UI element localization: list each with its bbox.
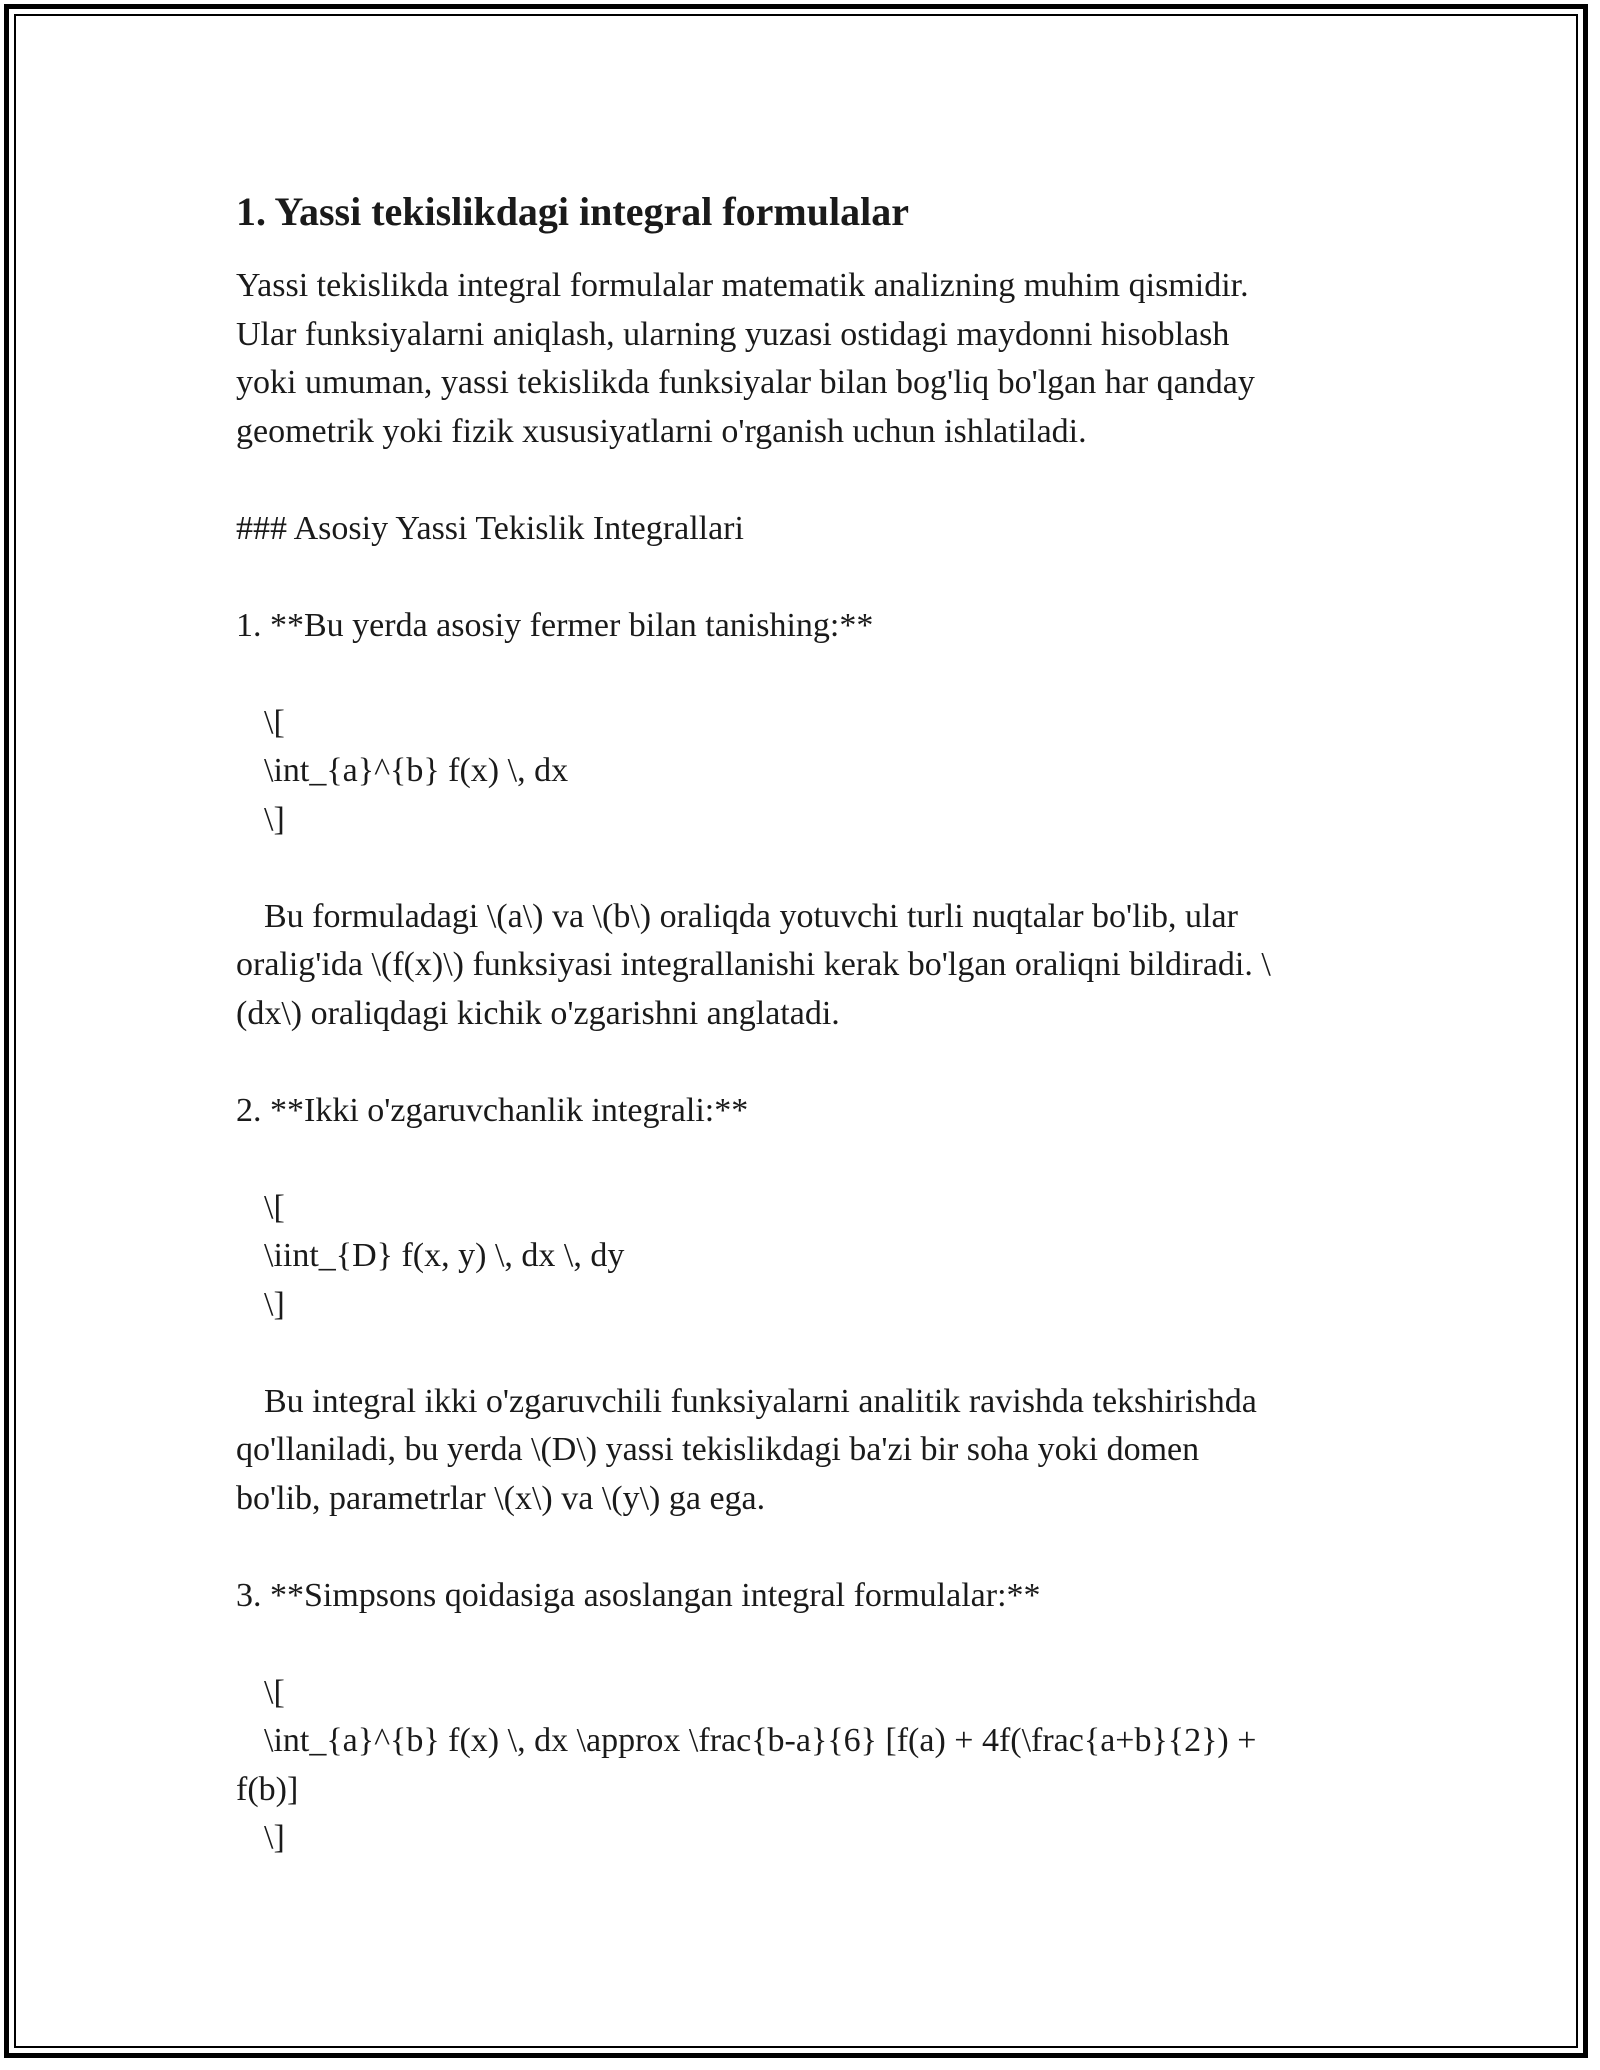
- list-item: [236, 1572, 1366, 1863]
- formula-close: \]: [264, 800, 285, 838]
- explanation-line: Bu formuladagi \(a\) va \(b\) oraliqda yotuvchi turli nuqtalar bo'lib, ular: [264, 897, 1238, 935]
- formula-line: f(b)]: [236, 1770, 299, 1808]
- list-item-title: 1. **Bu yerda asosiy fermer bilan tanishing:**: [236, 606, 874, 644]
- list-item-title: 3. **Simpsons qoidasiga asoslangan integral formulalar:**: [236, 1576, 1041, 1614]
- document-body: [236, 186, 1366, 1863]
- subheading: ### Asosiy Yassi Tekislik Integrallari: [236, 509, 744, 547]
- formula-open: \[: [264, 1673, 285, 1711]
- list-item-title: 2. **Ikki o'zgaruvchanlik integrali:**: [236, 1091, 749, 1129]
- intro-line: yoki umuman, yassi tekislikda funksiyalar bilan bog'liq bo'lgan har qanday: [236, 364, 1255, 401]
- formula-line: \int_{a}^{b} f(x) \, dx: [264, 752, 569, 789]
- intro-paragraph: [236, 262, 1366, 456]
- formula-line: \iint_{D} f(x, y) \, dx \, dy: [264, 1237, 625, 1274]
- intro-line: geometrik yoki fizik xususiyatlarni o'rganish uchun ishlatiladi.: [236, 412, 1087, 450]
- explanation-line: oralig'ida \(f(x)\) funksiyasi integrallanishi kerak bo'lgan oraliqni bildiradi. \: [236, 946, 1271, 983]
- spacer: [236, 650, 1366, 699]
- spacer: [236, 1135, 1366, 1184]
- spacer: [236, 1329, 1366, 1378]
- explanation-line: bo'lib, parametrlar \(x\) va \(y\) ga ega.: [236, 1479, 766, 1517]
- intro-line: Yassi tekislikda integral formulalar matematik analizning muhim qismidir.: [236, 267, 1249, 304]
- explanation-line: Bu integral ikki o'zgaruvchili funksiyalarni analitik ravishda tekshirishda: [264, 1382, 1257, 1420]
- formula-open: \[: [264, 1188, 285, 1226]
- spacer: [236, 456, 1366, 505]
- spacer: [236, 553, 1366, 602]
- spacer: [236, 1620, 1366, 1669]
- formula-close: \]: [264, 1285, 285, 1323]
- spacer: [236, 1038, 1366, 1087]
- formula-open: \[: [264, 703, 285, 741]
- explanation-line: (dx\) oraliqdagi kichik o'zgarishni anglatadi.: [236, 994, 840, 1032]
- explanation-line: qo'llaniladi, bu yerda \(D\) yassi tekislikdagi ba'zi bir soha yoki domen: [236, 1431, 1200, 1468]
- list-item: [236, 1087, 1366, 1524]
- spacer: [236, 844, 1366, 893]
- intro-line: Ular funksiyalarni aniqlash, ularning yuzasi ostidagi maydonni hisoblash: [236, 315, 1230, 353]
- section-heading: 1. Yassi tekislikdagi integral formulalar: [236, 189, 909, 234]
- spacer: [236, 1523, 1366, 1572]
- list-item: [236, 602, 1366, 1039]
- formula-line: \int_{a}^{b} f(x) \, dx \approx \frac{b-a}{6} [f(a) + 4f(\frac{a+b}{2}) +: [264, 1722, 1257, 1759]
- formula-close: \]: [264, 1819, 285, 1856]
